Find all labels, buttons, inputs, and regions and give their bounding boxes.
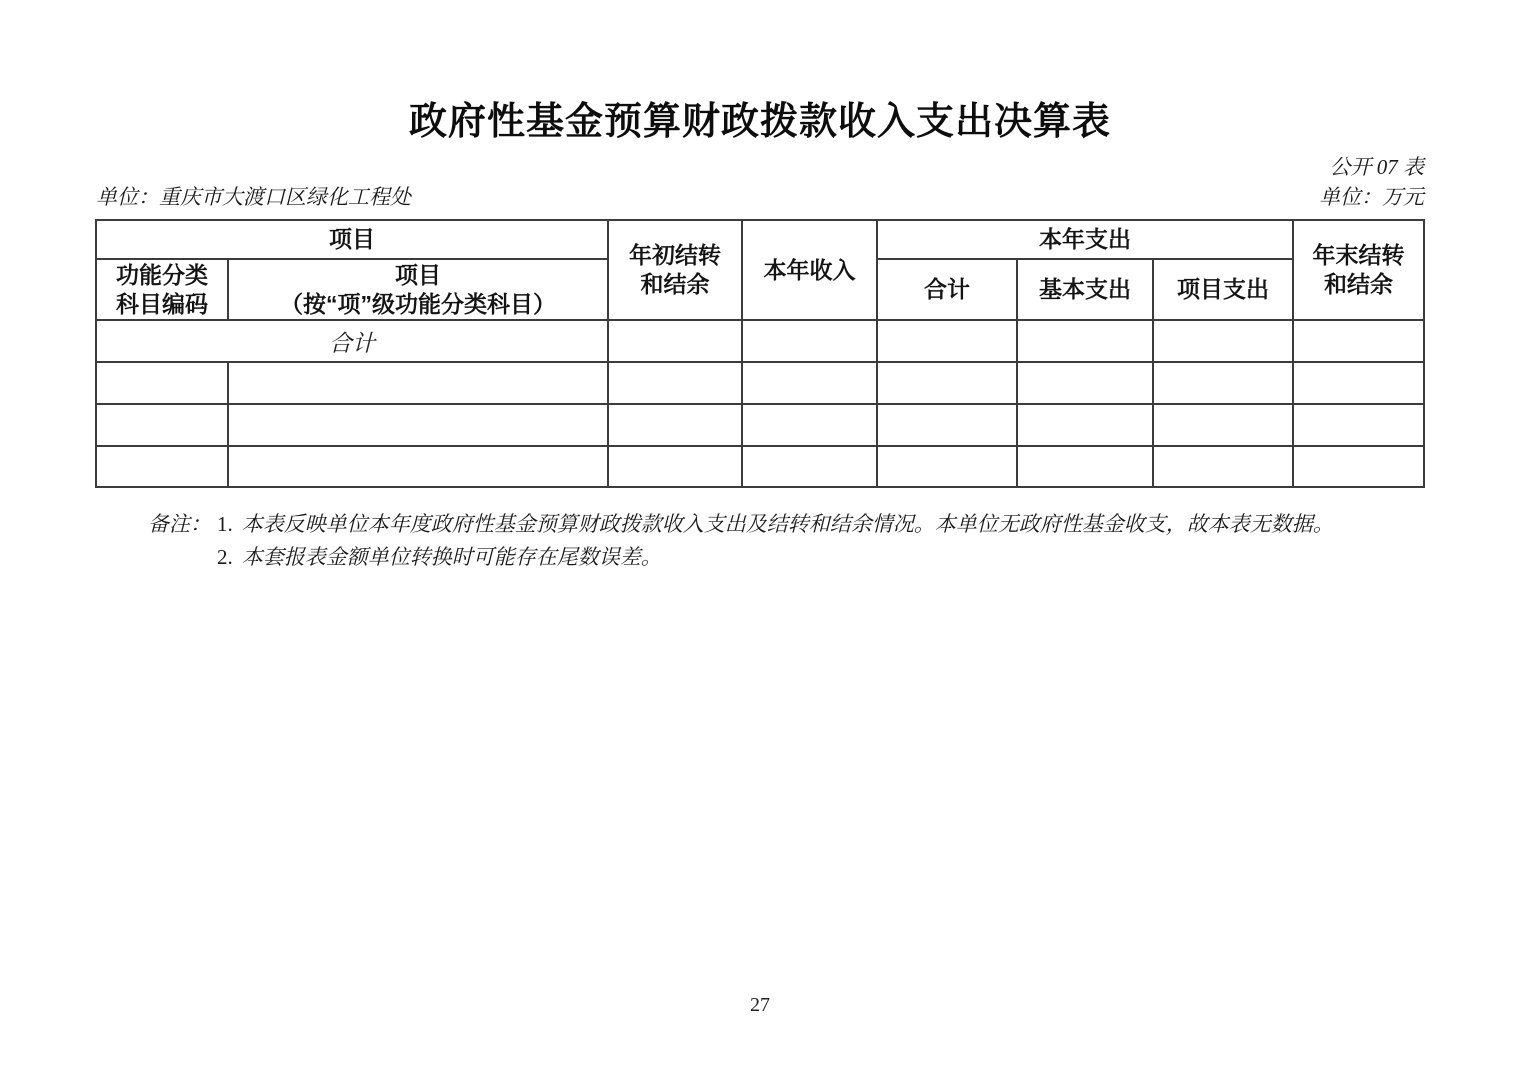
table-cell — [1293, 362, 1424, 404]
header-project-item-line1: 项目 — [395, 261, 441, 288]
reporting-unit-label: 单位：重庆市大渡口区绿化工程处 — [96, 185, 411, 209]
table-cell-item — [228, 362, 608, 404]
table-cell — [608, 320, 742, 362]
header-func-code-line2: 科目编码 — [116, 290, 208, 317]
header-current-income: 本年收入 — [742, 220, 877, 320]
table-cell — [1017, 320, 1153, 362]
table-cell-item — [228, 446, 608, 487]
notes-label: 备注： — [148, 512, 211, 536]
header-end-balance — [1293, 220, 1424, 320]
table-cell — [1153, 362, 1293, 404]
header-project-group: 项目 — [96, 220, 608, 259]
total-row-label: 合计 — [96, 320, 608, 362]
header-expenditure-group: 本年支出 — [877, 220, 1293, 259]
table-row — [96, 404, 1424, 446]
table-cell — [877, 362, 1017, 404]
header-func-code-line1: 功能分类 — [116, 261, 208, 288]
note-item — [217, 508, 1334, 541]
table-cell — [742, 362, 877, 404]
header-row-1 — [96, 220, 1424, 259]
table-cell — [1293, 446, 1424, 487]
table-cell — [608, 404, 742, 446]
table-cell-func-code — [96, 446, 228, 487]
header-end-balance-line2: 和结余 — [1324, 271, 1393, 297]
header-begin-balance — [608, 220, 742, 320]
header-project-item — [228, 259, 608, 320]
table-cell — [742, 446, 877, 487]
table-cell — [608, 362, 742, 404]
table-cell — [1017, 362, 1153, 404]
notes-items — [217, 508, 1334, 574]
table-cell — [1017, 446, 1153, 487]
table-cell — [877, 320, 1017, 362]
header-exp-total: 合计 — [877, 259, 1017, 320]
fund-budget-table — [95, 219, 1425, 488]
header-begin-balance-line1: 年初结转 — [629, 242, 721, 268]
table-cell-item — [228, 404, 608, 446]
table-cell — [1153, 320, 1293, 362]
table-row — [96, 446, 1424, 487]
table-cell — [742, 404, 877, 446]
table-cell — [1017, 404, 1153, 446]
header-begin-balance-line2: 和结余 — [640, 271, 710, 297]
header-project-exp: 项目支出 — [1153, 259, 1293, 320]
header-end-balance-line1: 年末结转 — [1312, 242, 1405, 268]
note-number: 1. — [217, 512, 233, 536]
table-code-label: 公开 07 表 — [1329, 155, 1424, 179]
table-cell — [1293, 404, 1424, 446]
notes-section — [148, 508, 1448, 574]
page-title: 政府性基金预算财政拨款收入支出决算表 — [408, 101, 1111, 143]
note-text: 本套报表金额单位转换时可能存在尾数误差。 — [241, 545, 662, 569]
table-cell — [877, 446, 1017, 487]
header-project-item-line2: （按“项”级功能分类科目） — [280, 290, 556, 317]
table-cell — [1293, 320, 1424, 362]
table-cell-func-code — [96, 404, 228, 446]
table-cell — [742, 320, 877, 362]
note-number: 2. — [217, 545, 233, 569]
table-cell-func-code — [96, 362, 228, 404]
note-item — [217, 541, 1334, 574]
table-row — [96, 362, 1424, 404]
table-cell — [1153, 446, 1293, 487]
note-text: 本表反映单位本年度政府性基金预算财政拨款收入支出及结转和结余情况。本单位无政府性基金收支，故本表无数据。 — [241, 512, 1334, 536]
table-cell — [1153, 404, 1293, 446]
table-cell — [608, 446, 742, 487]
table-row-total — [96, 320, 1424, 362]
currency-unit-label: 单位：万元 — [1319, 185, 1424, 209]
header-basic-exp: 基本支出 — [1017, 259, 1153, 320]
header-func-code — [96, 259, 228, 320]
page-number: 27 — [750, 994, 770, 1016]
table-cell — [877, 404, 1017, 446]
meta-block — [96, 154, 1424, 210]
